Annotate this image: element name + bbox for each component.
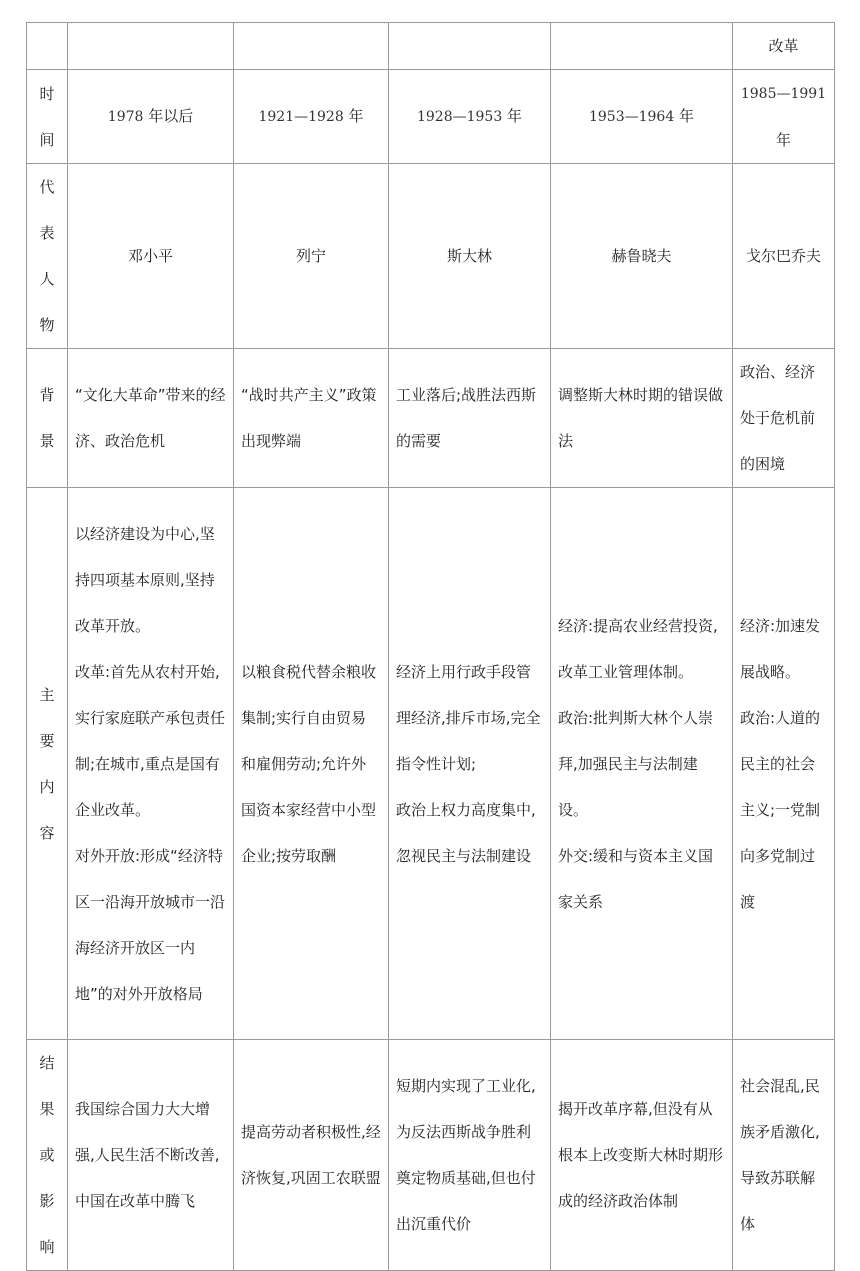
content-paragraph: 政治上权力高度集中,忽视民主与法制建设 (396, 800, 536, 865)
content-cell (234, 488, 389, 1040)
result-row (27, 1040, 835, 1271)
header-cell-empty (234, 23, 389, 70)
content-paragraph: 经济:提高农业经营投资,改革工业管理体制。 (558, 616, 718, 681)
reform-comparison-table (26, 22, 835, 1271)
time-suffix: 年 (348, 107, 364, 125)
person-cell (733, 164, 835, 349)
background-text: 政治、经济处于危机前的困境 (740, 363, 816, 473)
time-cell (234, 70, 389, 164)
time-years: 1978 (107, 109, 144, 125)
time-cell (389, 70, 551, 164)
row-label-person (27, 164, 68, 349)
time-cell (733, 70, 835, 164)
time-years: 1928—1953 (416, 109, 503, 125)
row-label-text: 主要 (39, 685, 55, 750)
person-row (27, 164, 835, 349)
time-row (27, 70, 835, 164)
row-label-text: 背景 (39, 386, 55, 450)
row-label-text: 代表 (39, 178, 55, 242)
content-row (27, 488, 835, 1040)
content-paragraph: 经济:加速发展战略。 (740, 616, 821, 681)
time-years: 1953—1964 (588, 109, 675, 125)
content-paragraph: 以经济建设为中心,坚持四项基本原则,坚持改革开放。 (75, 524, 215, 635)
row-label-text: 时间 (39, 84, 55, 149)
background-row (27, 349, 835, 488)
content-paragraph: 外交:缓和与资本主义国家关系 (558, 846, 714, 911)
result-text: 揭开改革序幕,但没有从根本上改变斯大林时期形成的经济政治体制 (558, 1100, 724, 1210)
background-cell (389, 349, 551, 488)
header-row (27, 23, 835, 70)
person-cell (68, 164, 234, 349)
content-cell (389, 488, 551, 1040)
header-cell-empty (389, 23, 551, 70)
result-cell (551, 1040, 733, 1271)
time-years: 1985—1991 (740, 86, 827, 102)
content-paragraph: 经济上用行政手段管理经济,排斥市场,完全指令性计划; (396, 662, 541, 773)
result-text: 提高劳动者积极性,经济恢复,巩固工农联盟 (241, 1123, 381, 1187)
background-text: 工业落后;战胜法西斯的需要 (396, 386, 537, 450)
header-cell-empty (551, 23, 733, 70)
content-paragraph: 对外开放:形成“经济特区一沿海开放城市一沿海经济开放区一内地”的对外开放格局 (75, 846, 226, 1003)
background-cell (733, 349, 835, 488)
background-cell (234, 349, 389, 488)
person-name: 赫鲁晓夫 (611, 247, 672, 265)
background-cell (551, 349, 733, 488)
content-paragraph: 政治:人道的民主的社会主义;一党制向多党制过渡 (740, 708, 821, 911)
content-cell (551, 488, 733, 1040)
result-cell (68, 1040, 234, 1271)
time-cell (68, 70, 234, 164)
time-suffix: 年以后 (148, 107, 194, 125)
person-name: 斯大林 (446, 247, 492, 265)
background-cell (68, 349, 234, 488)
content-cell (733, 488, 835, 1040)
result-cell (389, 1040, 551, 1271)
header-cell-empty (68, 23, 234, 70)
background-text: “战时共产主义”政策出现弊端 (241, 386, 377, 450)
background-text: “文化大革命”带来的经济、政治危机 (75, 386, 226, 450)
person-cell (551, 164, 733, 349)
person-name: 列宁 (295, 247, 326, 265)
content-paragraph: 政治:批判斯大林个人崇拜,加强民主与法制建设。 (558, 708, 714, 819)
row-label-text: 内容 (39, 777, 55, 842)
row-label-text: 人物 (39, 270, 55, 334)
row-label-content (27, 488, 68, 1040)
person-cell (389, 164, 551, 349)
result-cell (733, 1040, 835, 1271)
row-label-background (27, 349, 68, 488)
content-paragraph: 改革:首先从农村开始,实行家庭联产承包责任制;在城市,重点是国有企业改革。 (75, 662, 226, 819)
content-cell (68, 488, 234, 1040)
result-cell (234, 1040, 389, 1271)
content-paragraph: 以粮食税代替余粮收集制;实行自由贸易和雇佣劳动;允许外国资本家经营中小型企业;按劳取酬 (241, 662, 377, 865)
person-cell (234, 164, 389, 349)
time-cell (551, 70, 733, 164)
time-suffix: 年 (507, 107, 523, 125)
time-years: 1921—1928 (258, 109, 344, 125)
header-label: 改革 (768, 37, 799, 55)
person-name: 邓小平 (127, 247, 173, 265)
background-text: 调整斯大林时期的错误做法 (558, 386, 724, 450)
time-suffix: 年 (679, 107, 695, 125)
row-label-text: 影响 (39, 1192, 55, 1256)
header-cell-reform (733, 23, 835, 70)
row-label-time (27, 70, 68, 164)
row-label-text: 或 (39, 1146, 55, 1164)
row-label-result (27, 1040, 68, 1271)
row-label-text: 结果 (39, 1054, 55, 1118)
result-text: 社会混乱,民族矛盾激化,导致苏联解体 (740, 1077, 820, 1233)
header-cell-empty (27, 23, 68, 70)
person-name: 戈尔巴乔夫 (745, 247, 821, 265)
time-suffix: 年 (775, 131, 791, 149)
result-text: 我国综合国力大大增强,人民生活不断改善,中国在改革中腾飞 (75, 1100, 220, 1210)
result-text: 短期内实现了工业化,为反法西斯战争胜利奠定物质基础,但也付出沉重代价 (396, 1077, 536, 1233)
